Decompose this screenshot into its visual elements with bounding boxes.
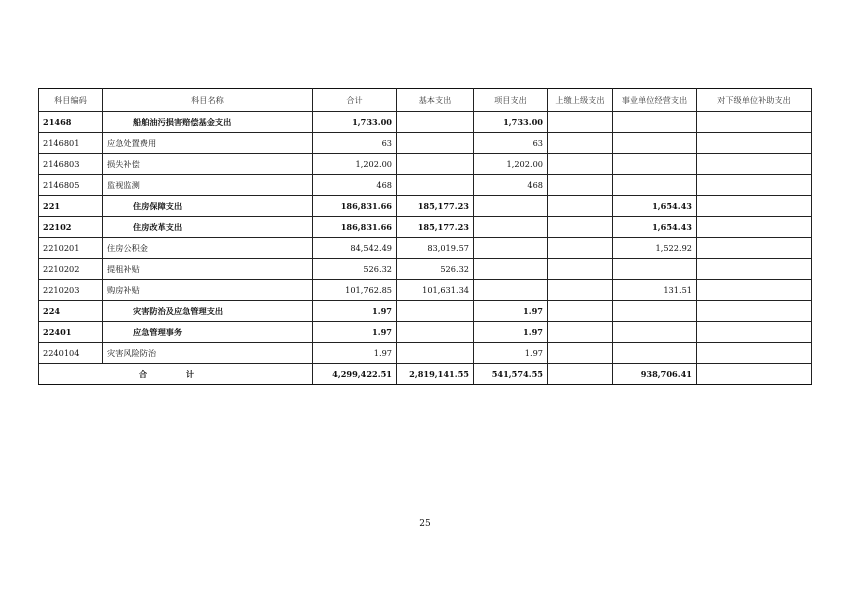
header-basic: 基本支出 <box>397 89 474 112</box>
cell-business <box>613 259 697 280</box>
cell-basic <box>397 133 474 154</box>
cell-code: 2210202 <box>39 259 103 280</box>
cell-project <box>474 280 548 301</box>
cell-basic <box>397 112 474 133</box>
cell-basic <box>397 343 474 364</box>
total-project: 541,574.55 <box>474 364 548 385</box>
header-row <box>39 89 812 112</box>
table-body <box>39 112 812 364</box>
table-row <box>39 133 812 154</box>
cell-basic <box>397 322 474 343</box>
cell-lower <box>697 280 812 301</box>
cell-business: 1,522.92 <box>613 238 697 259</box>
cell-code: 21468 <box>39 112 103 133</box>
cell-lower <box>697 196 812 217</box>
budget-table <box>38 88 812 385</box>
cell-total: 526.32 <box>313 259 397 280</box>
cell-name: 船舶油污损害赔偿基金支出 <box>103 112 313 133</box>
cell-total: 186,831.66 <box>313 217 397 238</box>
cell-name: 住房改革支出 <box>103 217 313 238</box>
cell-code: 22401 <box>39 322 103 343</box>
total-row <box>39 364 812 385</box>
cell-name: 应急处置费用 <box>103 133 313 154</box>
cell-lower <box>697 217 812 238</box>
cell-business <box>613 322 697 343</box>
cell-name: 灾害防治及应急管理支出 <box>103 301 313 322</box>
cell-code: 2210201 <box>39 238 103 259</box>
cell-upper <box>548 238 613 259</box>
cell-upper <box>548 154 613 175</box>
cell-upper <box>548 343 613 364</box>
cell-code: 2240104 <box>39 343 103 364</box>
cell-code: 2146805 <box>39 175 103 196</box>
table-row <box>39 175 812 196</box>
cell-project: 1.97 <box>474 301 548 322</box>
header-total: 合计 <box>313 89 397 112</box>
cell-code: 2146803 <box>39 154 103 175</box>
cell-name: 购房补贴 <box>103 280 313 301</box>
total-upper <box>548 364 613 385</box>
cell-lower <box>697 343 812 364</box>
page-number: 25 <box>419 519 431 529</box>
table-row <box>39 280 812 301</box>
header-business: 事业单位经营支出 <box>613 89 697 112</box>
cell-name: 灾害风险防治 <box>103 343 313 364</box>
cell-business <box>613 301 697 322</box>
cell-business <box>613 175 697 196</box>
cell-lower <box>697 322 812 343</box>
cell-upper <box>548 196 613 217</box>
cell-total: 1.97 <box>313 301 397 322</box>
table-row <box>39 301 812 322</box>
cell-project: 1.97 <box>474 322 548 343</box>
header-name: 科目名称 <box>103 89 313 112</box>
cell-total: 1.97 <box>313 322 397 343</box>
header-lower: 对下级单位补助支出 <box>697 89 812 112</box>
cell-name: 提租补贴 <box>103 259 313 280</box>
cell-basic: 526.32 <box>397 259 474 280</box>
cell-upper <box>548 280 613 301</box>
cell-business <box>613 133 697 154</box>
cell-name: 监视监测 <box>103 175 313 196</box>
cell-project: 1,202.00 <box>474 154 548 175</box>
cell-total: 468 <box>313 175 397 196</box>
table-row <box>39 322 812 343</box>
total-label: 合 计 <box>39 364 313 385</box>
cell-upper <box>548 301 613 322</box>
cell-basic: 101,631.34 <box>397 280 474 301</box>
cell-business <box>613 154 697 175</box>
total-lower <box>697 364 812 385</box>
cell-business <box>613 343 697 364</box>
cell-name: 住房保障支出 <box>103 196 313 217</box>
cell-business <box>613 112 697 133</box>
cell-name: 住房公积金 <box>103 238 313 259</box>
cell-project: 1.97 <box>474 343 548 364</box>
total-basic: 2,819,141.55 <box>397 364 474 385</box>
total-total: 4,299,422.51 <box>313 364 397 385</box>
header-project: 项目支出 <box>474 89 548 112</box>
cell-code: 224 <box>39 301 103 322</box>
cell-basic: 185,177.23 <box>397 196 474 217</box>
header-code: 科目编码 <box>39 89 103 112</box>
cell-code: 2146801 <box>39 133 103 154</box>
cell-total: 1,202.00 <box>313 154 397 175</box>
cell-lower <box>697 238 812 259</box>
cell-total: 63 <box>313 133 397 154</box>
cell-lower <box>697 133 812 154</box>
cell-total: 1.97 <box>313 343 397 364</box>
cell-code: 221 <box>39 196 103 217</box>
cell-total: 101,762.85 <box>313 280 397 301</box>
table-row <box>39 154 812 175</box>
cell-project <box>474 217 548 238</box>
cell-basic <box>397 154 474 175</box>
table-row <box>39 112 812 133</box>
table-row <box>39 343 812 364</box>
table-row <box>39 259 812 280</box>
total-business: 938,706.41 <box>613 364 697 385</box>
cell-name: 损失补偿 <box>103 154 313 175</box>
cell-business: 131.51 <box>613 280 697 301</box>
cell-lower <box>697 175 812 196</box>
cell-basic: 83,019.57 <box>397 238 474 259</box>
cell-total: 84,542.49 <box>313 238 397 259</box>
cell-project: 468 <box>474 175 548 196</box>
cell-basic <box>397 175 474 196</box>
cell-business: 1,654.43 <box>613 217 697 238</box>
cell-lower <box>697 259 812 280</box>
cell-project <box>474 238 548 259</box>
cell-business: 1,654.43 <box>613 196 697 217</box>
cell-name: 应急管理事务 <box>103 322 313 343</box>
cell-upper <box>548 322 613 343</box>
header-upper: 上缴上级支出 <box>548 89 613 112</box>
cell-project: 63 <box>474 133 548 154</box>
cell-basic: 185,177.23 <box>397 217 474 238</box>
cell-upper <box>548 112 613 133</box>
table-row <box>39 217 812 238</box>
cell-upper <box>548 175 613 196</box>
cell-project <box>474 259 548 280</box>
cell-code: 2210203 <box>39 280 103 301</box>
cell-basic <box>397 301 474 322</box>
cell-project: 1,733.00 <box>474 112 548 133</box>
cell-upper <box>548 259 613 280</box>
cell-lower <box>697 301 812 322</box>
table-row <box>39 196 812 217</box>
cell-code: 22102 <box>39 217 103 238</box>
cell-lower <box>697 154 812 175</box>
cell-upper <box>548 217 613 238</box>
cell-lower <box>697 112 812 133</box>
cell-total: 186,831.66 <box>313 196 397 217</box>
cell-project <box>474 196 548 217</box>
cell-upper <box>548 133 613 154</box>
cell-total: 1,733.00 <box>313 112 397 133</box>
table-row <box>39 238 812 259</box>
